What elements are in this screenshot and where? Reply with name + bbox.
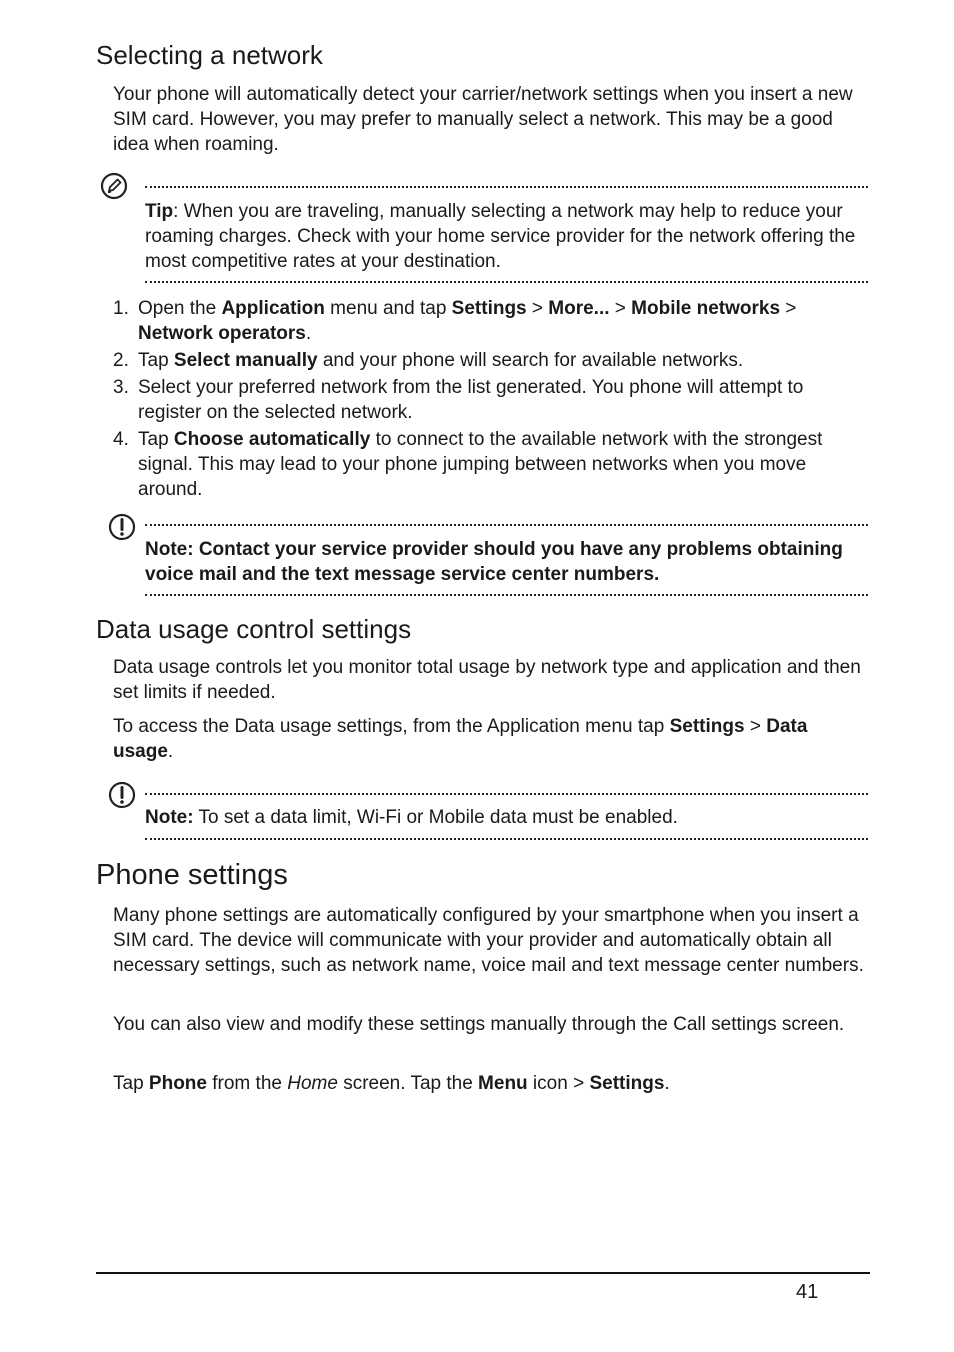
text-run: > [526, 298, 549, 319]
tip-text [145, 199, 865, 274]
note2-top-divider [145, 793, 868, 795]
tip-bottom-divider [145, 281, 868, 283]
text-run: Tap [138, 429, 174, 450]
exclamation-circle-icon [108, 513, 136, 541]
text-run: > [744, 716, 767, 737]
data-usage-para1: Data usage controls let you monitor total usage by network type and application and then set limits if needed. [113, 657, 861, 703]
note1-top-divider [145, 524, 868, 526]
bold-term: Phone [148, 1073, 207, 1094]
bold-term: Network operators [138, 323, 306, 344]
step-number: 4. [113, 429, 129, 450]
note2-text [145, 805, 865, 830]
bold-term: Menu [478, 1073, 528, 1094]
step-item [113, 348, 868, 373]
section-heading-phone-settings: Phone settings [96, 859, 288, 891]
text-run: Tap [113, 1073, 149, 1094]
bold-term: Mobile networks [631, 298, 781, 319]
tip-top-divider [145, 186, 868, 188]
step-number: 1. [113, 298, 129, 319]
exclamation-circle-icon [108, 781, 136, 809]
text-run: > [780, 298, 797, 319]
tip-label: Tip [145, 201, 174, 222]
bold-term: Settings [589, 1073, 665, 1094]
bold-term: Data usage [113, 716, 808, 762]
text-run: and your phone will search for available networks. [317, 350, 744, 371]
bold-term: Select manually [173, 350, 318, 371]
data-usage-para2 [113, 714, 868, 764]
text-run: . [167, 741, 174, 762]
note1-text: Note: Contact your service provider should you have any problems obtaining voice mail and the text message service center numbers. [145, 539, 843, 585]
note2-bottom-divider [145, 838, 868, 840]
tip-body: : When you are traveling, manually selecting a network may help to reduce your roaming charges. Check with your home service provider for the network offering the most competitive rates at your destination. [145, 201, 856, 272]
text-run: Tap [138, 350, 174, 371]
text-run: . [305, 323, 312, 344]
bold-term: Choose automatically [173, 429, 371, 450]
bold-term: Settings [451, 298, 527, 319]
text-run: icon > [527, 1073, 590, 1094]
pencil-circle-icon [100, 172, 128, 200]
page-number: 41 [796, 1281, 819, 1303]
text-run: Select your preferred network from the list generated. You phone will attempt to register on the selected network. [138, 377, 804, 423]
bold-term: More... [548, 298, 610, 319]
footer-rule [96, 1272, 870, 1274]
note2-label: Note: [145, 807, 194, 828]
text-run: > [609, 298, 632, 319]
phone-settings-para3 [113, 1071, 868, 1096]
step-number: 2. [113, 350, 129, 371]
text-run: menu and tap [324, 298, 452, 319]
text-run: from the [206, 1073, 288, 1094]
selecting-network-intro: Your phone will automatically detect your carrier/network settings when you insert a new SIM card. However, you may prefer to manually select a network. This may be a good idea when roaming. [113, 84, 853, 155]
bold-term: Application [221, 298, 325, 319]
text-run: Open the [138, 298, 222, 319]
step-number: 3. [113, 377, 129, 398]
bold-term: Settings [669, 716, 745, 737]
text-run: to connect to the available network with the strongest signal. This may lead to your phone jumping between networks when you move around. [138, 429, 823, 500]
section-heading-selecting-network: Selecting a network [96, 40, 323, 70]
step-item [113, 427, 868, 502]
text-run: screen. Tap the [337, 1073, 479, 1094]
phone-settings-para2: You can also view and modify these settings manually through the Call settings screen. [113, 1014, 845, 1035]
note2-body: To set a data limit, Wi-Fi or Mobile data must be enabled. [193, 807, 678, 828]
network-steps-list [113, 296, 868, 504]
step-item [113, 375, 868, 425]
section-heading-data-usage: Data usage control settings [96, 614, 412, 644]
text-run: . [664, 1073, 670, 1094]
note1-bottom-divider [145, 594, 868, 596]
step-item [113, 296, 868, 346]
italic-term: Home [287, 1073, 338, 1094]
text-run: To access the Data usage settings, from the Application menu tap [113, 716, 670, 737]
phone-settings-para1: Many phone settings are automatically configured by your smartphone when you insert a SIM card. The device will communicate with your provider and automatically obtain all necessary settings, such as network name, voice mail and text message center numbers. [113, 905, 864, 976]
